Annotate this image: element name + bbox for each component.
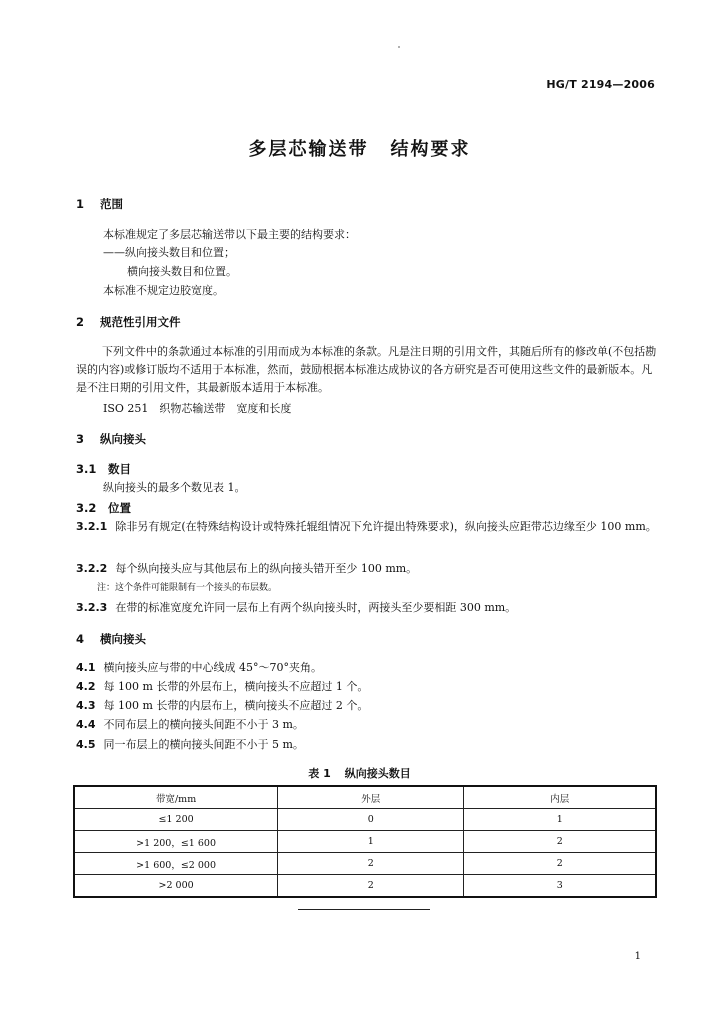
page-number: 1 — [634, 951, 641, 962]
section4-item-text: 每 100 m 长带的外层布上，横向接头不应超过 1 个。 — [103, 680, 369, 693]
section3-1-text: 纵向接头的最多个数见表 1。 — [103, 481, 246, 494]
section3-2-2-number: 3.2.2 — [76, 562, 108, 575]
standard-number: HG/T 2194—2006 — [546, 78, 655, 91]
table-cell: 2 — [278, 875, 464, 898]
section4-number: 4 — [76, 632, 85, 646]
table-cell: >1 200，≤1 600 — [74, 831, 278, 853]
section1-title: 范围 — [100, 197, 123, 211]
section3-2-2 — [76, 560, 417, 576]
section3-2-title: 位置 — [108, 501, 131, 515]
title-part1: 多层芯输送带 — [248, 139, 369, 160]
table-header-cell: 内层 — [464, 786, 656, 809]
section1-line2: ——纵向接头数目和位置； — [103, 246, 235, 259]
section4-item-text: 同一布层上的横向接头间距不小于 5 m。 — [103, 738, 304, 751]
section4-title: 横向接头 — [100, 632, 146, 646]
table-cell: 1 — [278, 831, 464, 853]
table-cell: 2 — [464, 853, 656, 875]
table-row — [74, 875, 656, 898]
section3-2-number: 3.2 — [76, 501, 97, 515]
table-header-row — [74, 786, 656, 809]
section4-item — [76, 716, 304, 732]
section2-paragraph: 下列文件中的条款通过本标准的引用而成为本标准的条款。凡是注日期的引用文件，其随后所有的修改单(不包括勘误的内容)或修订版均不适用于本标准，然而，鼓励根据本标准达成协议的各方研究是否可使用这些文件的最新版本。凡是不注日期的引用文件，其最新版本适用于本标准。 — [76, 345, 657, 394]
section3-2-1-text: 除非另有规定(在特殊结构设计或特殊托辊组情况下允许提出特殊要求)，纵向接头应距带芯边缘至少 100 mm。 — [115, 520, 657, 533]
section4-item — [76, 697, 368, 713]
section4-item-number: 4.5 — [76, 738, 96, 751]
section1-number: 1 — [76, 197, 85, 211]
table-cell: >2 000 — [74, 875, 278, 898]
table-row — [74, 853, 656, 875]
section3-1-heading — [76, 461, 131, 477]
section3-2-heading — [76, 500, 131, 516]
table-cell: 3 — [464, 875, 656, 898]
section3-2-1 — [76, 518, 658, 536]
section2-title: 规范性引用文件 — [100, 315, 181, 329]
table1-label: 表 1 — [308, 767, 331, 780]
section2-number: 2 — [76, 315, 85, 329]
section1-heading — [76, 196, 123, 212]
table1-caption: 纵向接头数目 — [344, 767, 411, 780]
joint-count-table — [73, 785, 657, 898]
scan-speck — [398, 46, 400, 48]
table-row — [74, 831, 656, 853]
section3-2-3-number: 3.2.3 — [76, 601, 108, 614]
section4-item-number: 4.3 — [76, 699, 96, 712]
title-part2: 结构要求 — [390, 139, 471, 160]
section3-1-title: 数目 — [108, 462, 131, 476]
section3-2-2-text: 每个纵向接头应与其他层布上的纵向接头错开至少 100 mm。 — [115, 562, 418, 575]
section3-title: 纵向接头 — [100, 432, 146, 446]
section4-item-text: 不同布层上的横向接头间距不小于 3 m。 — [103, 718, 304, 731]
section3-heading — [76, 431, 146, 447]
section3-2-2-note: 注：这个条件可能限制有一个接头的布层数。 — [97, 583, 278, 593]
table-header-cell: 外层 — [278, 786, 464, 809]
section4-heading — [76, 631, 146, 647]
section3-number: 3 — [76, 432, 85, 446]
table-header-cell: 带宽/mm — [74, 786, 278, 809]
section1-line1: 本标准规定了多层芯输送带以下最主要的结构要求： — [103, 228, 356, 241]
section1-line4: 本标准不规定边胶宽度。 — [103, 284, 224, 297]
table-cell: 2 — [278, 853, 464, 875]
section4-item-number: 4.1 — [76, 661, 96, 674]
section4-item-number: 4.2 — [76, 680, 96, 693]
table-cell: 1 — [464, 809, 656, 831]
section3-2-1-number: 3.2.1 — [76, 520, 108, 533]
table-cell: 2 — [464, 831, 656, 853]
section2-heading — [76, 314, 181, 330]
section4-item — [76, 678, 368, 694]
document-title — [0, 135, 719, 161]
table1-title — [0, 765, 719, 781]
section4-item — [76, 736, 304, 752]
section1-line3: 横向接头数目和位置。 — [127, 265, 237, 278]
section4-item-text: 每 100 m 长带的内层布上，横向接头不应超过 2 个。 — [103, 699, 369, 712]
table-cell: ≤1 200 — [74, 809, 278, 831]
end-rule — [298, 909, 430, 910]
table-row — [74, 809, 656, 831]
section4-item-text: 横向接头应与带的中心线成 45°～70°夹角。 — [103, 661, 322, 674]
section4-item-number: 4.4 — [76, 718, 96, 731]
section3-2-3-text: 在带的标准宽度允许同一层布上有两个纵向接头时，两接头至少要相距 300 mm。 — [115, 601, 517, 614]
table-cell: >1 600，≤2 000 — [74, 853, 278, 875]
section4-item — [76, 659, 322, 675]
section3-1-number: 3.1 — [76, 462, 97, 476]
section3-2-3 — [76, 599, 516, 615]
table-cell: 0 — [278, 809, 464, 831]
section2-reference: ISO 251 织物芯输送带 宽度和长度 — [103, 402, 292, 415]
